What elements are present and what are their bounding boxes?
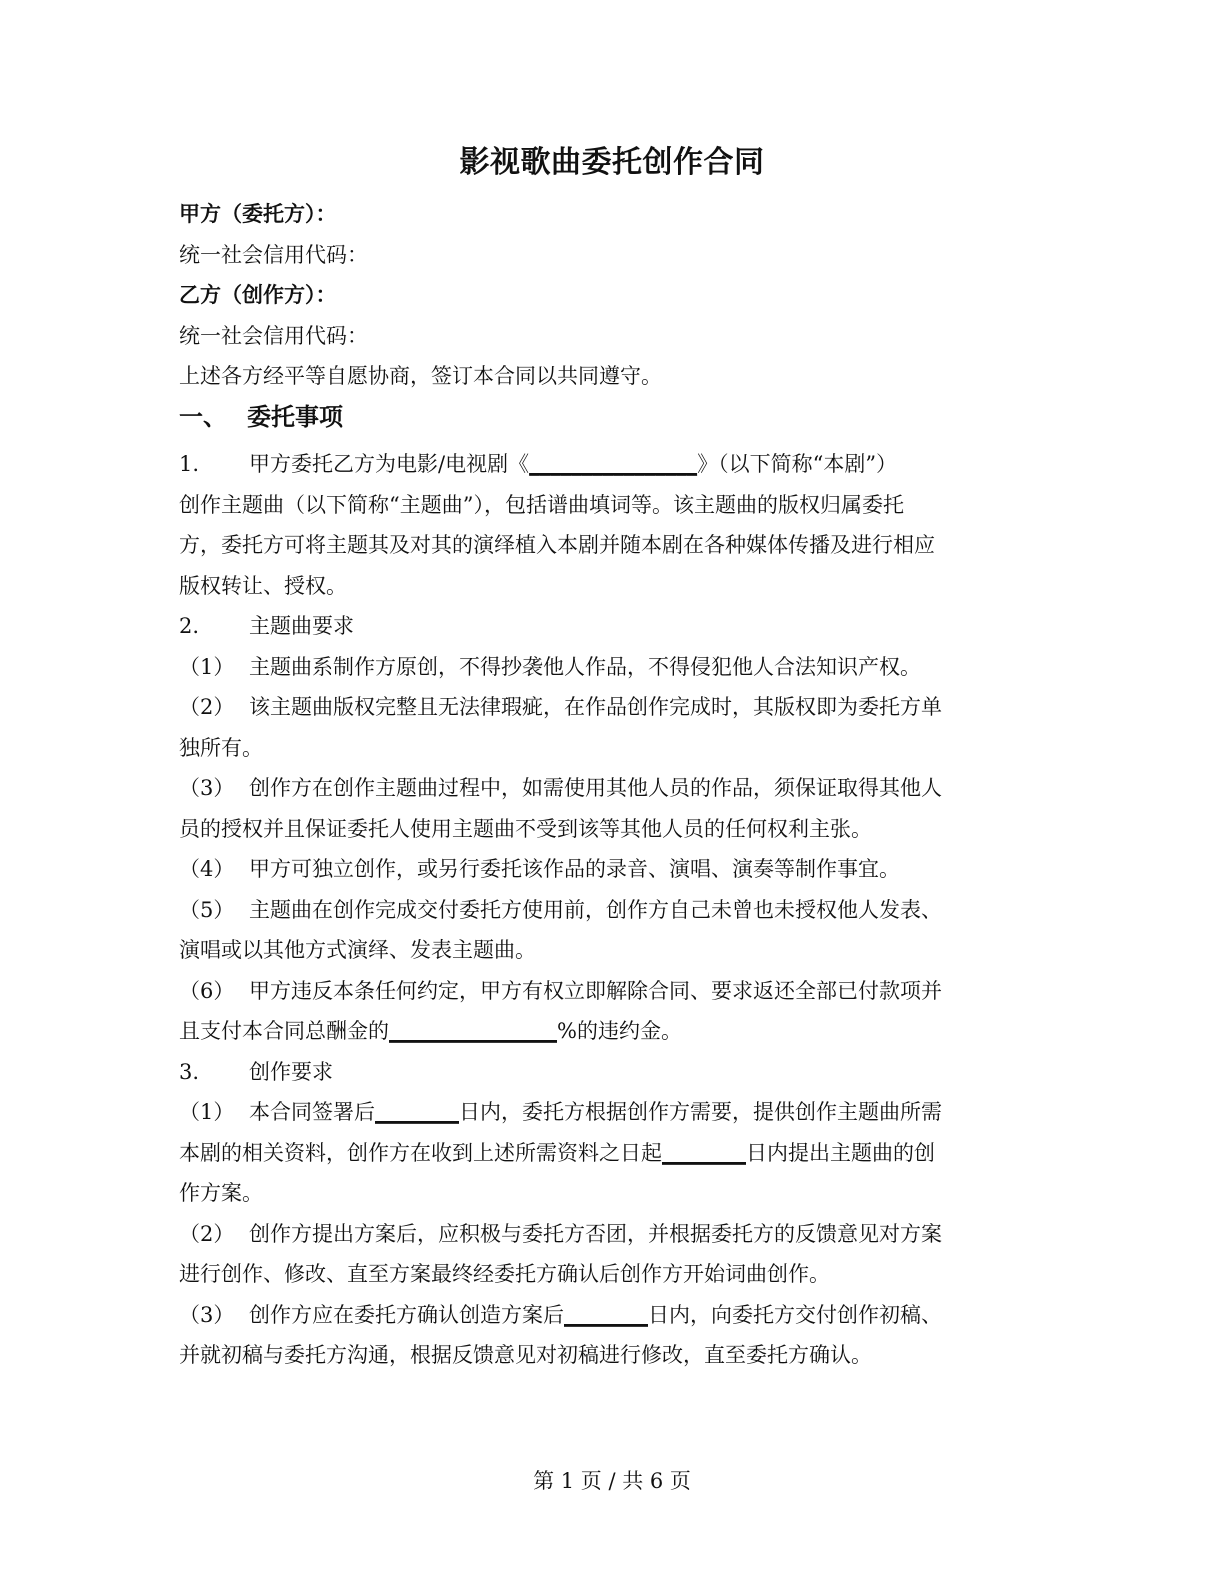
party-a-label: 甲方（委托方）： — [179, 201, 337, 226]
item-3-sub-1-cont — [179, 1137, 1039, 1169]
item-2-sub-3-cont: 员的授权并且保证委托人使用主题曲不受到该等其他人员的任何权利主张。 — [179, 817, 872, 841]
item-1-line-1 — [179, 448, 1039, 480]
sub-text-suffix: 日内，向委托方交付创作初稿、 — [648, 1303, 942, 1327]
sub-label: （3） — [179, 1303, 235, 1327]
sub-label: （3） — [179, 776, 235, 800]
days-blank: ________ — [662, 1141, 746, 1165]
sub-text: 主题曲在创作完成交付委托方使用前，创作方自己未曾也未授权他人发表、 — [249, 898, 942, 922]
item-1-line-3: 方，委托方可将主题其及对其的演绎植入本剧并随本剧在各种媒体传播及进行相应 — [179, 533, 935, 557]
item-3-heading — [179, 1056, 1039, 1088]
sub-text: 创作方提出方案后，应积极与委托方否团，并根据委托方的反馈意见对方案 — [249, 1222, 942, 1246]
sub-text: 该主题曲版权完整且无法律瑕疵，在作品创作完成时，其版权即为委托方单 — [249, 695, 942, 719]
film-title-blank: ________________ — [529, 452, 698, 476]
item-3-sub-1-cont-2: 作方案。 — [179, 1181, 263, 1205]
item-2-sub-4 — [179, 853, 1039, 885]
section-number: 一、 — [179, 402, 227, 431]
sub-label: （2） — [179, 1222, 235, 1246]
item-2-number: 2. — [179, 614, 200, 638]
item-1-number: 1. — [179, 452, 200, 476]
item-3-sub-1 — [179, 1096, 1039, 1128]
item-2-heading — [179, 610, 1039, 642]
days-blank: ________ — [564, 1303, 648, 1327]
sub-label: （1） — [179, 1100, 235, 1124]
sub-text: 本合同签署后 — [249, 1100, 375, 1124]
party-b-label: 乙方（创作方）： — [179, 282, 337, 307]
item-2-sub-6-cont — [179, 1015, 1039, 1047]
item-3-sub-2 — [179, 1218, 1039, 1250]
document-title: 影视歌曲委托创作合同 — [459, 145, 765, 180]
sub-text: 创作方应在委托方确认创造方案后 — [249, 1303, 564, 1327]
item-3-sub-2-cont: 进行创作、修改、直至方案最终经委托方确认后创作方开始词曲创作。 — [179, 1262, 830, 1286]
sub-label: （4） — [179, 857, 235, 881]
item-2-sub-2-cont: 独所有。 — [179, 736, 263, 760]
item-2-sub-3 — [179, 772, 1039, 804]
sub-text: 甲方可独立创作，或另行委托该作品的录音、演唱、演奏等制作事宜。 — [249, 857, 900, 881]
item-1-line-2: 创作主题曲（以下简称“主题曲”），包括谱曲填词等。该主题曲的版权归属委托 — [179, 493, 904, 517]
sub-text: 创作方在创作主题曲过程中，如需使用其他人员的作品，须保证取得其他人 — [249, 776, 942, 800]
party-a-credit-code: 统一社会信用代码： — [179, 243, 368, 267]
section-heading — [179, 399, 1039, 435]
item-3-sub-3 — [179, 1299, 1039, 1331]
item-3-sub-3-cont: 并就初稿与委托方沟通，根据反馈意见对初稿进行修改，直至委托方确认。 — [179, 1343, 872, 1367]
sub-text: 且支付本合同总酬金的 — [179, 1019, 389, 1043]
item-2-sub-1 — [179, 651, 1039, 683]
sub-label: （1） — [179, 655, 235, 679]
sub-text-suffix: %的违约金。 — [557, 1019, 682, 1043]
item-1-line-4: 版权转让、授权。 — [179, 574, 347, 598]
item-3-number: 3. — [179, 1060, 200, 1084]
sub-text-suffix: 日内提出主题曲的创 — [746, 1141, 935, 1165]
sub-label: （6） — [179, 979, 235, 1003]
days-blank: ________ — [375, 1100, 459, 1124]
sub-label: （2） — [179, 695, 235, 719]
sub-text: 甲方违反本条任何约定，甲方有权立即解除合同、要求返还全部已付款项并 — [249, 979, 942, 1003]
penalty-percent-blank: ________________ — [389, 1019, 557, 1043]
sub-text: 本剧的相关资料，创作方在收到上述所需资料之日起 — [179, 1141, 662, 1165]
sub-text-suffix: 日内，委托方根据创作方需要，提供创作主题曲所需 — [459, 1100, 942, 1124]
page-footer: 第 1 页 / 共 6 页 — [533, 1469, 691, 1493]
sub-label: （5） — [179, 898, 235, 922]
item-2-sub-6 — [179, 975, 1039, 1007]
section-title: 委托事项 — [247, 402, 343, 431]
sub-text: 主题曲系制作方原创，不得抄袭他人作品，不得侵犯他人合法知识产权。 — [249, 655, 921, 679]
item-3-title: 创作要求 — [249, 1060, 333, 1084]
party-b-credit-code: 统一社会信用代码： — [179, 324, 368, 348]
item-2-sub-5-cont: 演唱或以其他方式演绎、发表主题曲。 — [179, 938, 536, 962]
item-2-sub-2 — [179, 691, 1039, 723]
item-2-title: 主题曲要求 — [249, 614, 354, 638]
preamble: 上述各方经平等自愿协商，签订本合同以共同遵守。 — [179, 364, 662, 388]
item-1-text: 甲方委托乙方为电影/电视剧《 — [249, 452, 530, 476]
item-2-sub-5 — [179, 894, 1039, 926]
item-1-text-suffix: 》（以下简称“本剧”） — [697, 452, 898, 476]
